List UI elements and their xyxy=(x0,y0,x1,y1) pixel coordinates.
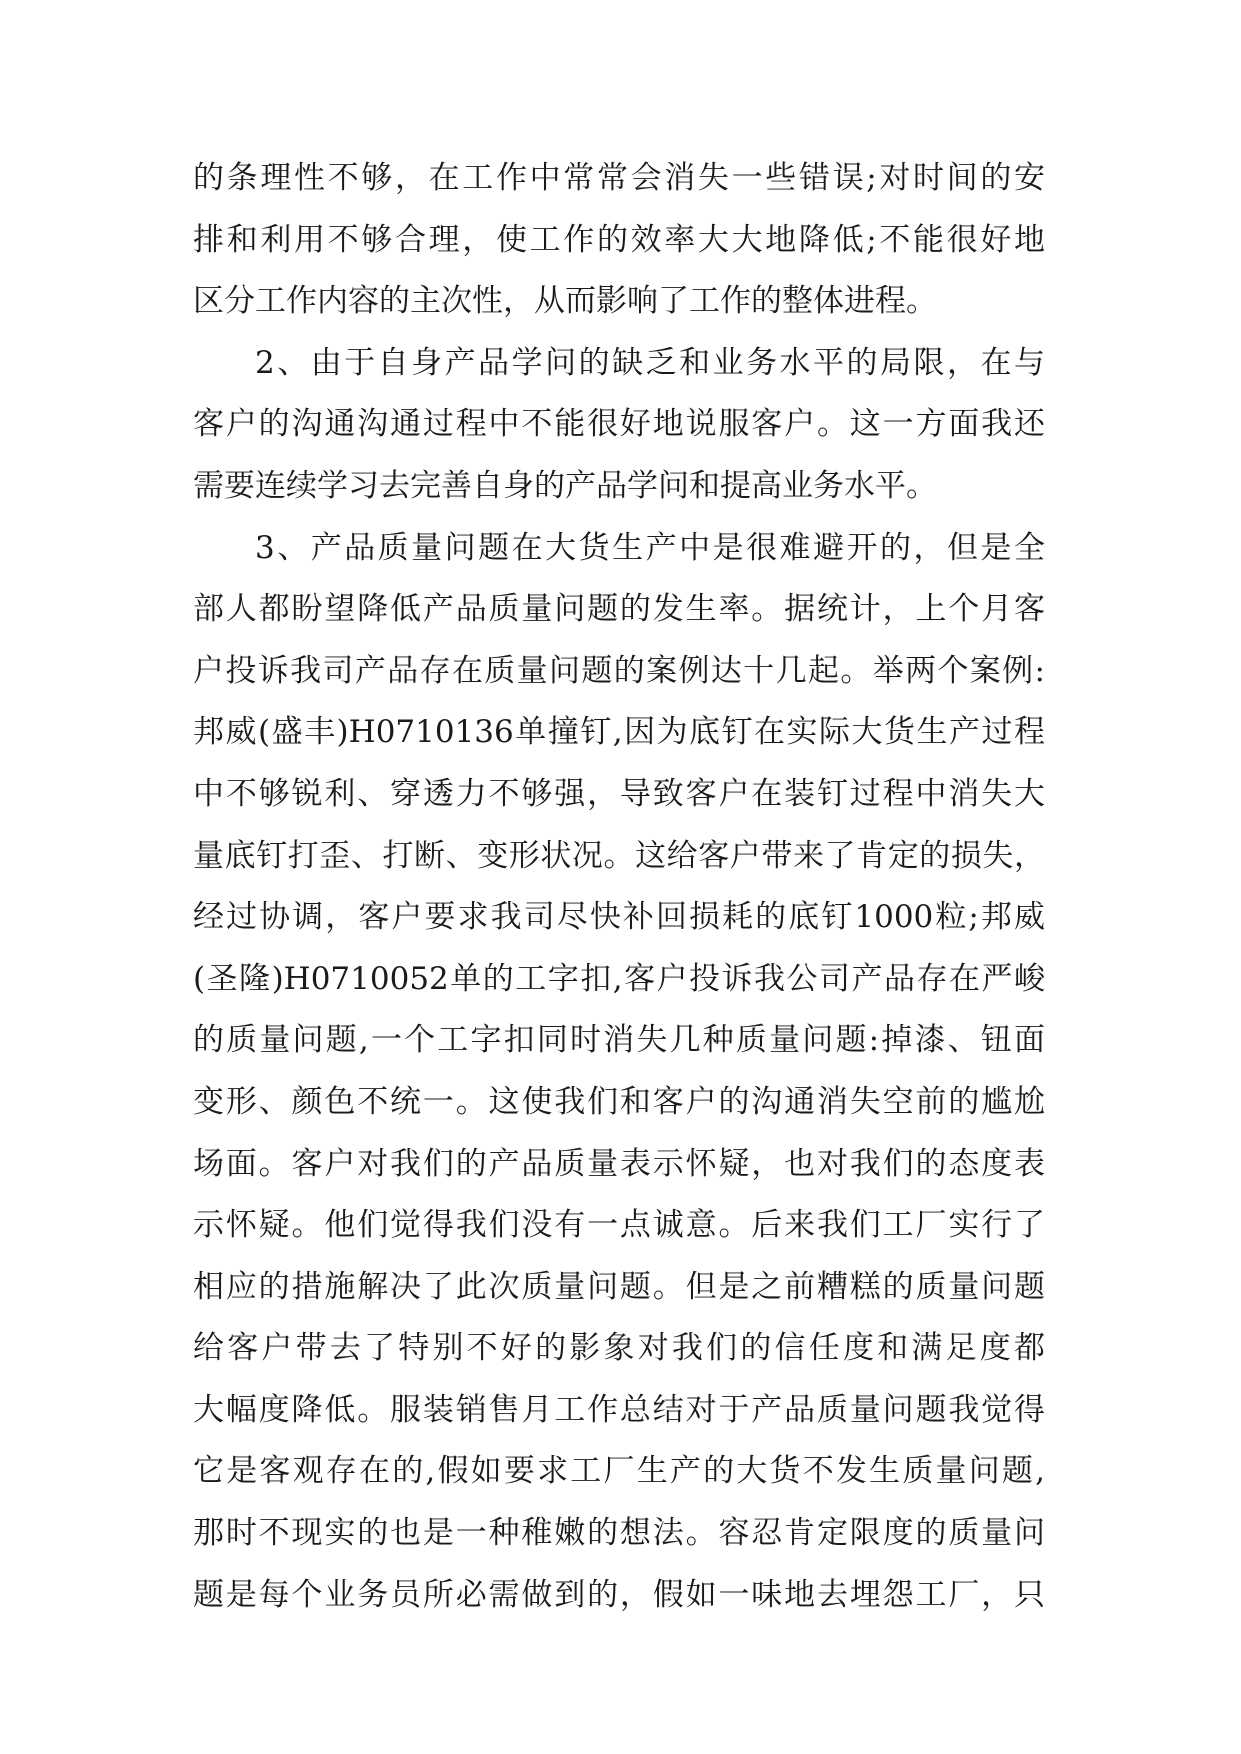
text-line: 题是每个业务员所必需做到的，假如一味地去埋怨工厂，只 xyxy=(193,1576,1045,1613)
text-line: 中不够锐利、穿透力不够强，导致客户在装钉过程中消失大 xyxy=(193,775,1045,812)
text-line: 户投诉我司产品存在质量问题的案例达十几起。举两个案例: xyxy=(193,652,1045,689)
text-line: (圣隆)H0710052单的工字扣,客户投诉我公司产品存在严峻 xyxy=(193,960,1045,997)
text-line: 部人都盼望降低产品质量问题的发生率。据统计，上个月客 xyxy=(193,591,1045,628)
paragraph-2-first-line: 2、由于自身产品学问的缺乏和业务水平的局限，在与 xyxy=(255,344,1045,381)
text-line: 排和利用不够合理，使工作的效率大大地降低;不能很好地 xyxy=(193,221,1045,258)
text-line: 那时不现实的也是一种稚嫩的想法。容忍肯定限度的质量问 xyxy=(193,1515,1045,1552)
text-line: 相应的措施解决了此次质量问题。但是之前糟糕的质量问题 xyxy=(193,1268,1045,1305)
text-line: 场面。客户对我们的产品质量表示怀疑，也对我们的态度表 xyxy=(193,1145,1045,1182)
text-line: 它是客观存在的,假如要求工厂生产的大货不发生质量问题, xyxy=(193,1453,1045,1490)
text-line: 区分工作内容的主次性，从而影响了工作的整体进程。 xyxy=(193,283,937,320)
text-line: 大幅度降低。服装销售月工作总结对于产品质量问题我觉得 xyxy=(193,1391,1045,1428)
text-line: 经过协调，客户要求我司尽快补回损耗的底钉1000粒;邦威 xyxy=(193,899,1045,936)
text-line: 给客户带去了特别不好的影象对我们的信任度和满足度都 xyxy=(193,1330,1045,1367)
text-line: 邦威(盛丰)H0710136单撞钉,因为底钉在实际大货生产过程 xyxy=(193,714,1045,751)
text-line: 的质量问题,一个工字扣同时消失几种质量问题:掉漆、钮面 xyxy=(193,1022,1045,1059)
document-body xyxy=(193,148,1045,1626)
text-line: 示怀疑。他们觉得我们没有一点诚意。后来我们工厂实行了 xyxy=(193,1207,1045,1244)
text-line: 量底钉打歪、打断、变形状况。这给客户带来了肯定的损失， xyxy=(193,837,1045,874)
text-line: 变形、颜色不统一。这使我们和客户的沟通消失空前的尴尬 xyxy=(193,1083,1045,1120)
text-line: 需要连续学习去完善自身的产品学问和提高业务水平。 xyxy=(193,467,937,504)
text-line: 客户的沟通沟通过程中不能很好地说服客户。这一方面我还 xyxy=(193,406,1045,443)
paragraph-3-first-line: 3、产品质量问题在大货生产中是很难避开的，但是全 xyxy=(255,529,1045,566)
text-line: 的条理性不够，在工作中常常会消失一些错误;对时间的安 xyxy=(193,160,1045,196)
